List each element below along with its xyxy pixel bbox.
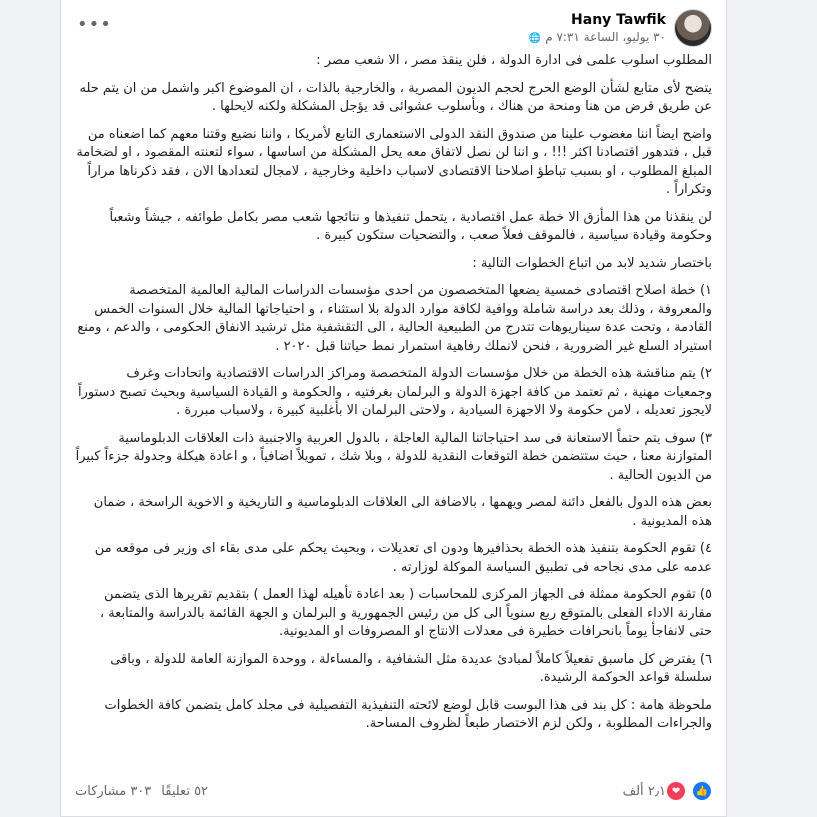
post-paragraph: المطلوب اسلوب علمى فى ادارة الدولة ، فلن ينقذ مصر ، الا شعب مصر : <box>316 53 712 68</box>
reactions-summary[interactable] <box>623 781 712 801</box>
post-paragraph: ٥) تقوم الحكومة ممثلة فى الجهاز المركزى للمحاسبات ( بعد اعادة تأهيله لهذا العمل ) بتقديم تقريرها الذى يتضمن مقارنة الاداء الفعلى بالمتوقع ربع سنوياً الى كل من رئيس الجمهورية و البرلمان و الجهة القائمة بالدراسة والمتابعة ، حتى لانفاجأ يوماً بانحرافات خطيرة فى معدلات الانتاج او المصروفات او المديونية. <box>99 587 712 639</box>
shares-count[interactable]: ٣٠٣ مشاركات <box>75 783 152 799</box>
more-options-icon[interactable]: ••• <box>77 14 112 35</box>
reactions-count[interactable]: ٢٫١ ألف <box>622 783 666 799</box>
post-paragraph: ٣) سوف يتم حتماً الاستعانة فى سد احتياجاتنا المالية العاجلة ، بالدول العربية والاجنبية ذات العلاقات الدبلوماسية المتوازنة معنا ، حيث ستتضمن خطة التوقعات النقدية للدولة ، وبلا شك ، تمويلاً اضافياً ، و اعادة هيكلة وجدولة جزءاً كبيراً من الديون الحالية . <box>75 430 712 483</box>
post-body <box>75 52 712 743</box>
post-paragraph: لن ينقذنا من هذا المأزق الا خطة عمل اقتصادية ، يتحمل تنفيذها و نتائجها شعب مصر بكامل طوائفه ، جيشاً وشعباً وحكومة وقيادة سياسية ، فالموقف فعلاً صعب ، والتضحيات ستكون كبيرة . <box>109 209 712 243</box>
globe-icon: 🌐 <box>528 33 542 44</box>
post-paragraph: يتضح لأى متابع لشأن الوضع الحرج لحجم الديون المصرية ، والخارجية بالذات ، ان الموضوع اكبر واشمل من ان يتم حله عن طريق قرض من هنا ومنحة من هناك ، وبأسلوب عشوائى قد يؤجل المشكلة ولكنه لايحلها . <box>79 80 712 114</box>
heart-icon: ❤ <box>666 781 686 801</box>
author-meta <box>529 12 666 44</box>
post-paragraph: ملحوظة هامة : كل بند فى هذا البوست قابل لوضع لائحته التنفيذية التفصيلية فى مجلد كامل يتضمن كافة الخطوات والجراءات المطلوبة ، ولكن لزم الاختصار طبعاً لظروف المساحة. <box>104 697 712 731</box>
post-card <box>60 0 727 817</box>
post-footer <box>75 778 712 804</box>
post-paragraph: ٦) يفترض كل ماسبق تفعيلاً كاملاً لمبادئ عديدة مثل الشفافية ، والمساءلة ، ووحدة الموازنة العامة للدولة ، وباقى سلسلة قواعد الحوكمة الرشيدة. <box>110 651 712 685</box>
author-name[interactable]: Hany Tawfik <box>571 12 666 28</box>
post-paragraph: ١) خطة اصلاح اقتصادى خمسية يضعها المتخصصون من احدى مؤسسات الدراسات المالية العالمية المتخصصة والمعروفة ، وذلك بعد دراسة شاملة ووافية لكافة موارد الدولة بلا استثناء ، و احتياجاتها المالية خلال السنوات الخمس القادمة ، وتحت عدة سيناريوهات تتدرج من الطبيعية الحالية ، الى التقشفية مثل ترشيد الانفاق الحكومى ، والدعم ، ومنع استيراد السلع غير الضرورية ، فنحن لانملك رفاهية استمرار نمط حياتنا قبل ٢٠٢٠ . <box>77 283 712 354</box>
post-paragraph: بعض هذه الدول بالفعل دائنة لمصر ويهمها ، بالاضافة الى العلاقات الدبلوماسية و التاريخية و الاخوية الراسخة ، ضمان هذه المديونية . <box>93 495 712 529</box>
post-timestamp[interactable] <box>529 30 666 44</box>
post-paragraph: واضح ايضاً اننا مغضوب علينا من صندوق النقد الدولى الاستعمارى التابع لأمريكا ، واننا نضيع وقتنا معهم كما اضعناه من قبل ، فتدهور اقتصادنا اكثر !!! ، و اننا لن نصل لاتفاق معه يحل المشكلة من اساسها ، سواء لتعنته المقصود ، او لضخامة المبلغ المطلوب ، او بسبب تباطؤ اصلاحنا الاقتصادى لاسباب داخلية وخارجية ، لامجال لتعدادها الان ، فقد ذكرناها مراراً وتكراراً . <box>76 126 712 197</box>
comments-count[interactable]: ٥٢ تعليقًا <box>161 783 209 799</box>
post-paragraph: باختصار شديد لابد من اتباع الخطوات التالية : <box>472 255 712 271</box>
avatar[interactable] <box>674 9 712 47</box>
post-paragraph: ٤) تقوم الحكومة بتنفيذ هذه الخطة بحذافيرها ودون اى تعديلات ، وبحيث يحكم على مدى بقاء اى وزير فى موقعه من عدمه على مدى نجاحه فى تطبيق السياسة الموكلة لوزارته . <box>94 541 712 575</box>
timestamp-text[interactable]: ٣٠ يوليو، الساعة ٧:٣١ م <box>545 30 666 44</box>
post-paragraph: ٢) يتم مناقشة هذه الخطة من خلال مؤسسات الدولة المتخصصة ومراكز الدراسات الاقتصادية واتحادات وغرف وجمعيات مهنية ، ثم تعتمد من كافة اجهزة الدولة و البرلمان بغرفتيه ، والحكومة و القيادة السياسية وبحيث تصبح دستوراً لايجوز تعديله ، لامن حكومة ولا الاجهزة السيادية ، ولاحتى البرلمان الا بأغلبية كبيرة ، ولاسباب مبررة . <box>78 366 712 418</box>
post-header <box>529 6 712 50</box>
like-icon: 👍 <box>692 781 712 801</box>
engagement-counts <box>75 784 208 799</box>
